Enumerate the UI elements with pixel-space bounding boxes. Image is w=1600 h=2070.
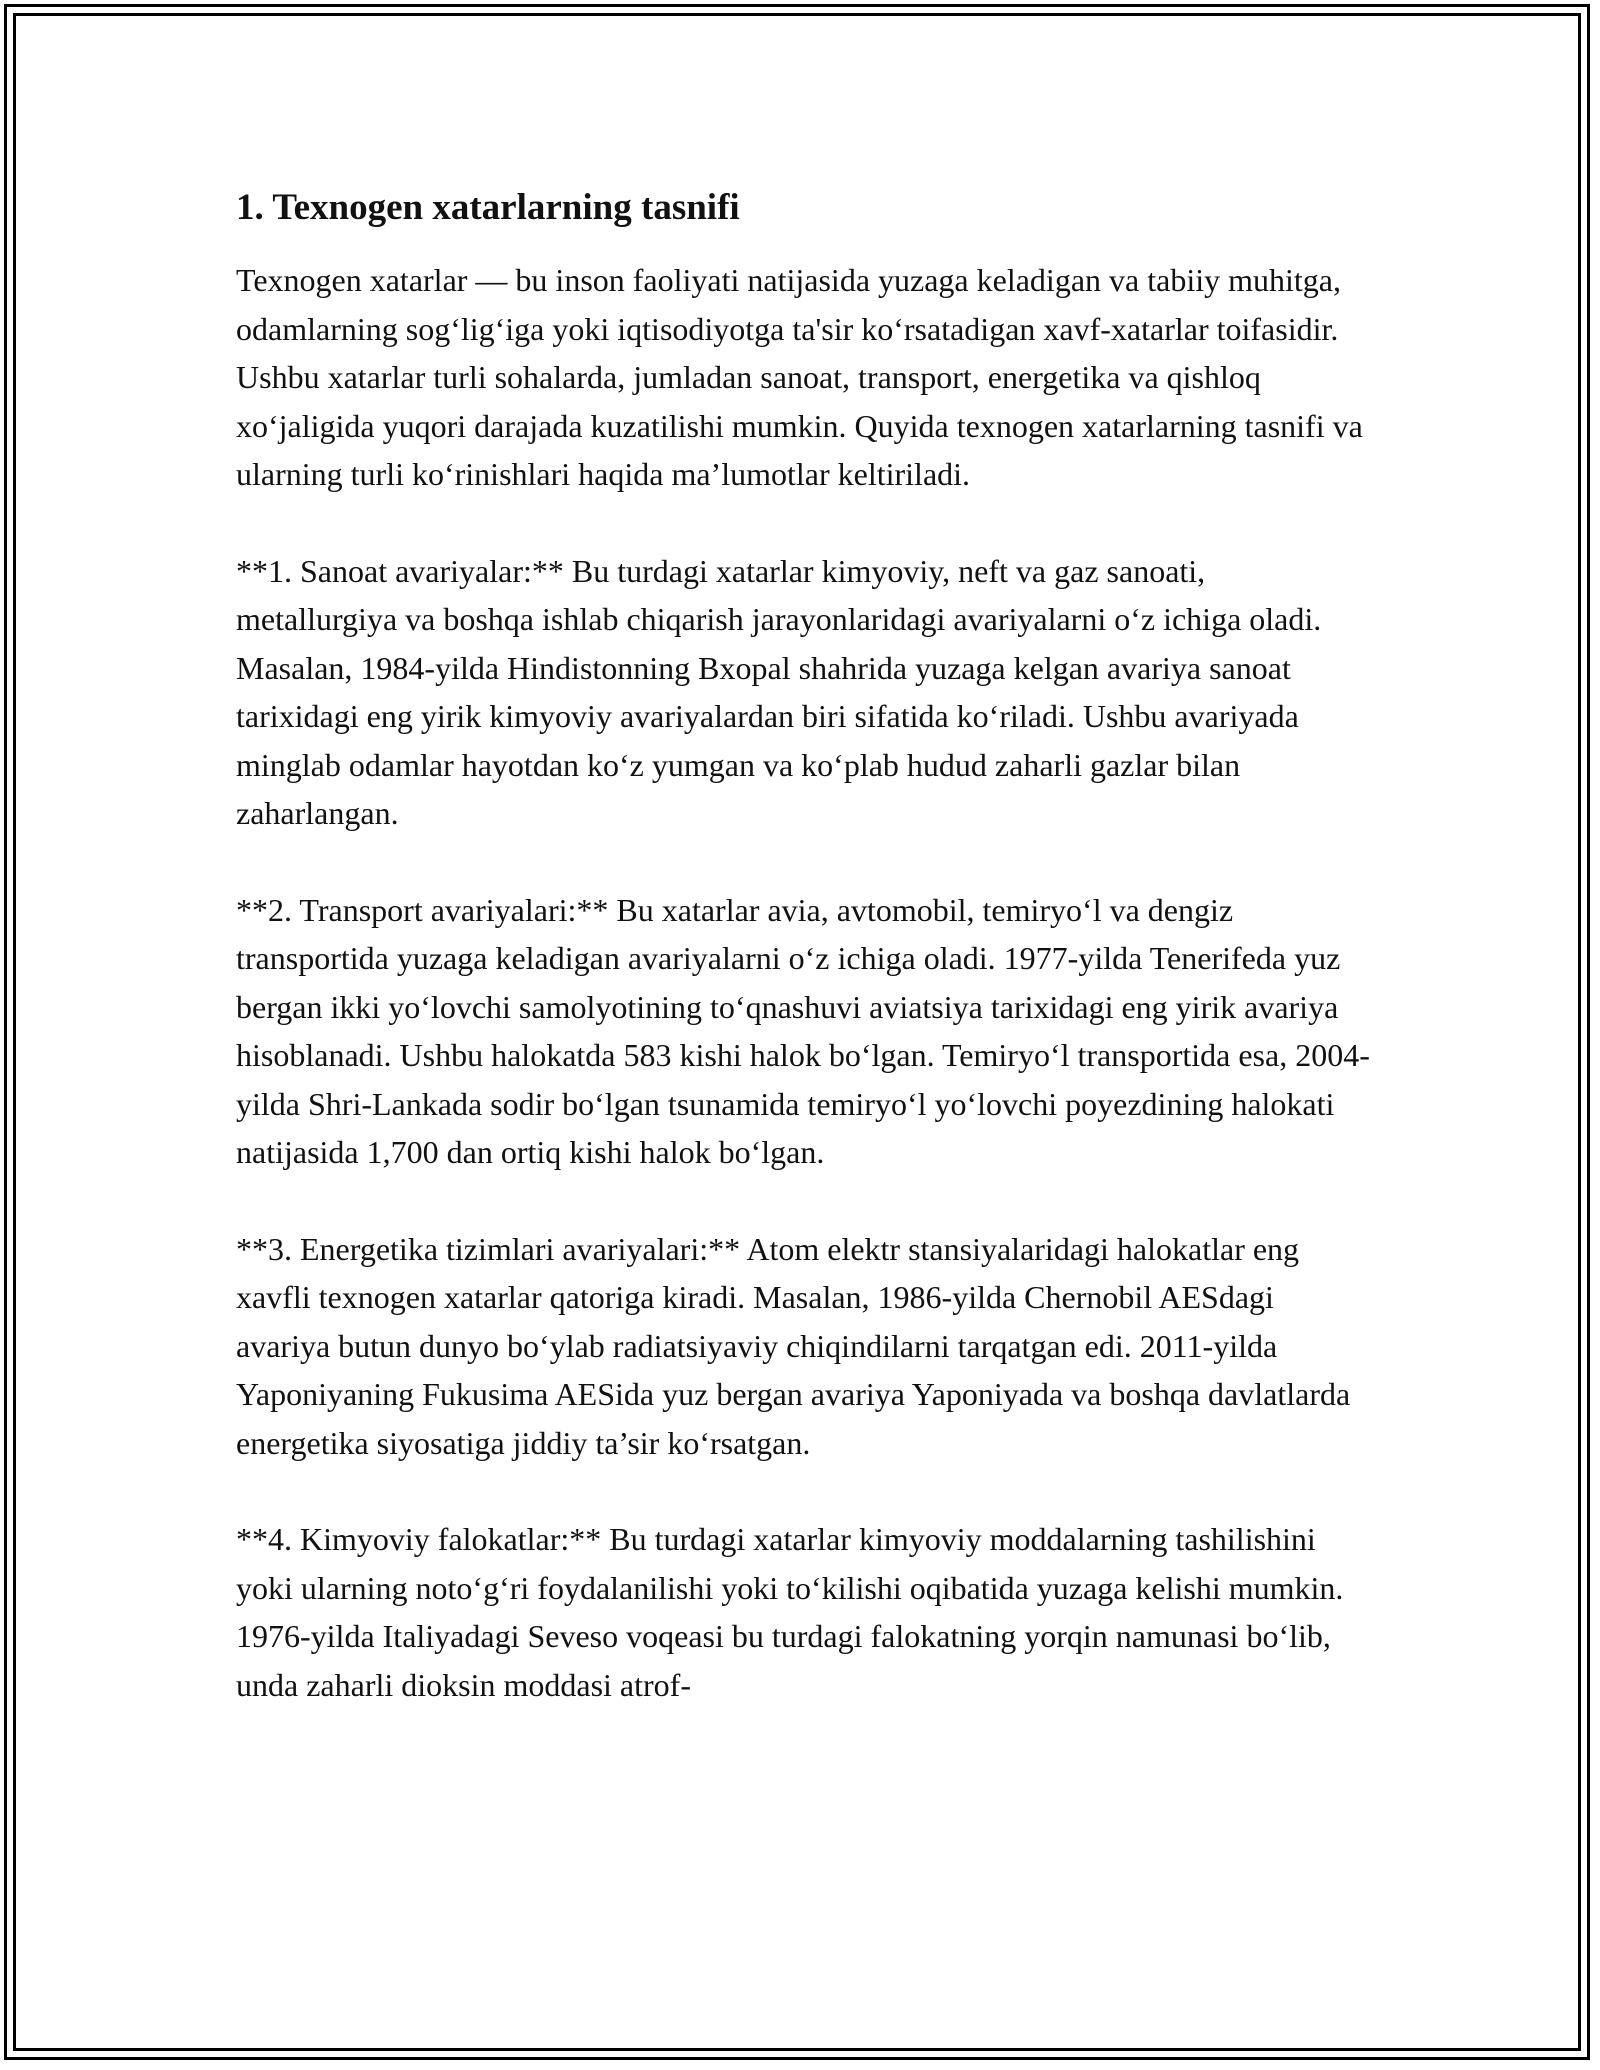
paragraph-chemical-disasters: **4. Kimyoviy falokatlar:** Bu turdagi xatarlar kimyoviy moddalarning tashilishini yoki ularning noto‘g‘ri foydalanilishi yoki to‘kilishi oqibatida yuzaga kelishi mumkin. 1976-yilda Italiyadagi Seveso voqeasi bu turdagi falokatning yorqin namunasi bo‘lib, unda zaharli dioksin moddasi atrof-	[236, 1521, 1344, 1703]
paragraph-industrial-accidents: **1. Sanoat avariyalar:** Bu turdagi xatarlar kimyoviy, neft va gaz sanoati, metallurgiya va boshqa ishlab chiqarish jarayonlaridagi avariyalarni o‘z ichiga oladi. Masalan, 1984-yilda Hindistonning Bxopal shahrida yuzaga kelgan avariya sanoat tarixidagi eng yirik kimyoviy avariyalardan biri sifatida ko‘riladi. Ushbu avariyada minglab odamlar hayotdan ko‘z yumgan va ko‘plab hudud zaharli gazlar bilan zaharlangan.	[236, 552, 1322, 832]
document-body	[236, 186, 1371, 1757]
paragraph-transport-accidents: **2. Transport avariyalari:** Bu xatarlar avia, avtomobil, temiryo‘l va dengiz transportida yuzaga keladigan avariyalarni o‘z ichiga oladi. 1977-yilda Tenerifeda yuz bergan ikki yo‘lovchi samolyotining to‘qnashuvi aviatsiya tarixidagi eng yirik avariya hisoblanadi. Ushbu halokatda 583 kishi halok bo‘lgan. Temiryo‘l transportida esa, 2004-yilda Shri-Lankada sodir bo‘lgan tsunamida temiryo‘l yo‘lovchi poyezdining halokati natijasida 1,700 dan ortiq kishi halok bo‘lgan.	[236, 891, 1370, 1171]
paragraph-energy-accidents: **3. Energetika tizimlari avariyalari:** Atom elektr stansiyalaridagi halokatlar eng xavfli texnogen xatarlar qatoriga kiradi. Masalan, 1986-yilda Chernobil AESdagi avariya butun dunyo bo‘ylab radiatsiyaviy chiqindilarni tarqatgan edi. 2011-yilda Yaponiyaning Fukusima AESida yuz bergan avariya Yaponiyada va boshqa davlatlarda energetika siyosatiga jiddiy ta’sir ko‘rsatgan.	[236, 1230, 1351, 1461]
section-heading: 1. Texnogen xatarlarning tasnifi	[236, 187, 740, 228]
intro-paragraph: Texnogen xatarlar — bu inson faoliyati natijasida yuzaga keladigan va tabiiy muhitga, odamlarning sog‘lig‘iga yoki iqtisodiyotga ta'sir ko‘rsatadigan xavf-xatarlar toifasidir. Ushbu xatarlar turli sohalarda, jumladan sanoat, transport, energetika va qishloq xo‘jaligida yuqori darajada kuzatilishi mumkin. Quyida texnogen xatarlarning tasnifi va ularning turli ko‘rinishlari haqida ma’lumotlar keltiriladi.	[236, 262, 1363, 493]
